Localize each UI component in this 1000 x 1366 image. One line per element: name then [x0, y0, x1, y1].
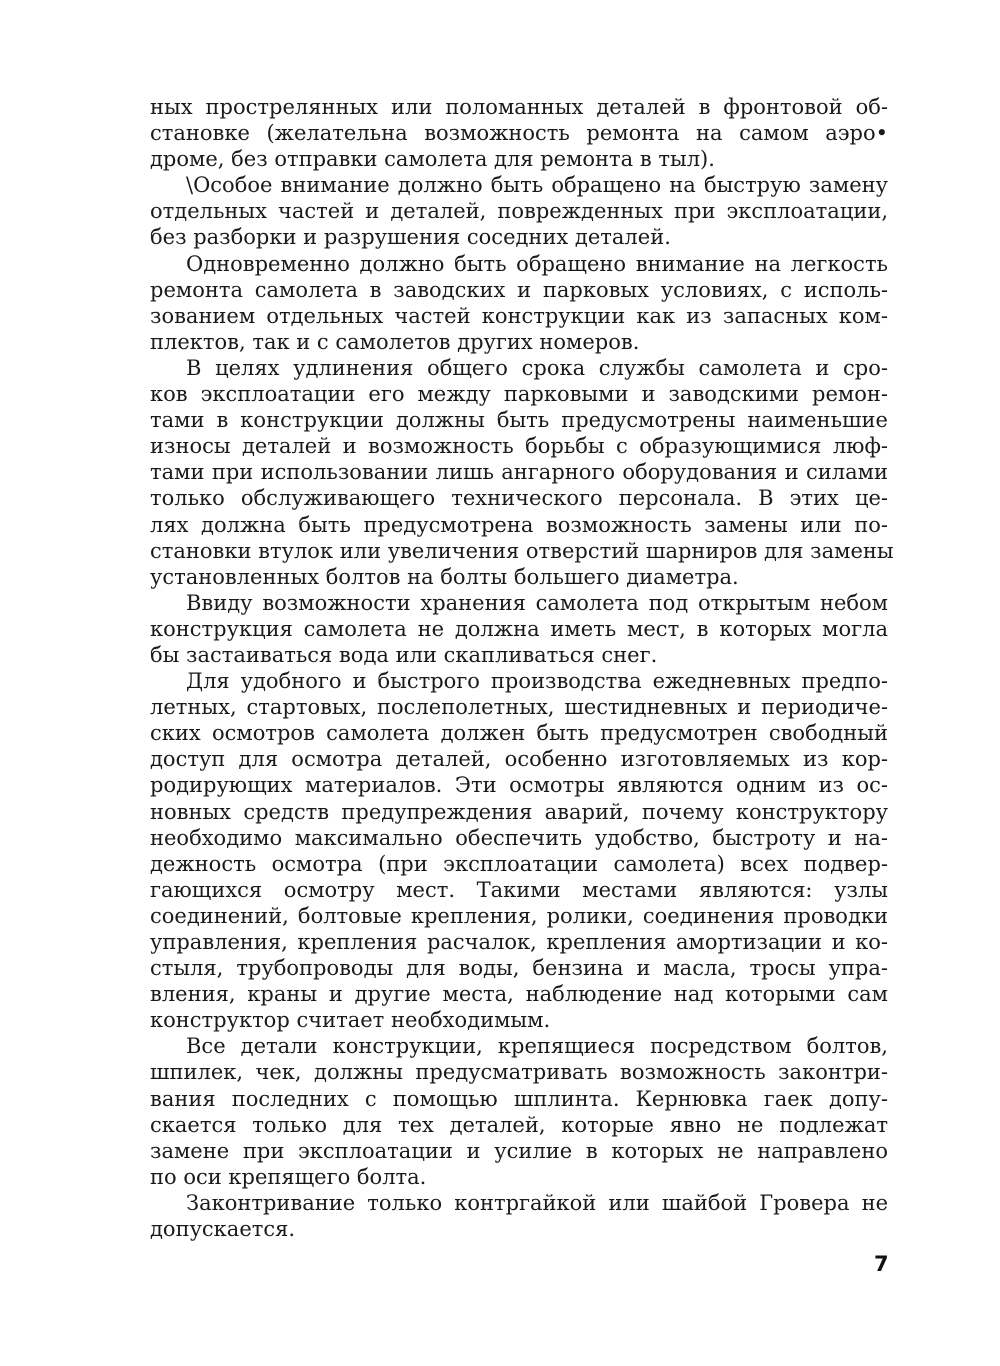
text-line: Ввиду возможности хранения самолета под открытым небом	[186, 590, 888, 615]
text-line: Одновременно должно быть обращено внимание на легкость	[186, 251, 888, 276]
text-line: летных, стартовых, послеполетных, шестидневных и периодиче-	[150, 695, 888, 720]
paragraph-6	[150, 668, 888, 1033]
paragraph-4	[150, 355, 894, 590]
paragraph-5	[150, 590, 888, 668]
text-line: соединений, болтовые крепления, ролики, соединения проводки	[150, 903, 888, 928]
text-line: вания последних с помощью шплинта. Кернювка гаек допу-	[150, 1086, 888, 1111]
text-line: шпилек, чек, должны предусматривать возможность законтри-	[150, 1060, 888, 1085]
text-line: новных средств предупреждения аварий, почему конструктору	[150, 799, 888, 824]
text-line: плектов, так и с самолетов других номеров.	[150, 329, 640, 354]
text-line: Для удобного и быстрого производства ежедневных предпо-	[186, 669, 888, 694]
text-line: конструкция самолета не должна иметь мест, в которых могла	[150, 616, 888, 641]
text-line: установленных болтов на болты большего диаметра.	[150, 564, 739, 589]
text-line: замене при эксплоатации и усилие в которых не направлено	[150, 1138, 888, 1163]
text-line: без разборки и разрушения соседних деталей.	[150, 225, 671, 250]
text-line: по оси крепящего болта.	[150, 1164, 427, 1189]
text-line: В целях удлинения общего срока службы самолета и сро-	[186, 355, 888, 380]
text-line: лях должна быть предусмотрена возможность замены или по-	[150, 512, 888, 537]
paragraph-7	[150, 1033, 888, 1190]
text-line: зованием отдельных частей конструкции как из запасных ком-	[150, 303, 888, 328]
text-line: \Особое внимание должно быть обращено на быструю замену	[186, 173, 888, 198]
paragraph-3	[150, 251, 888, 355]
text-line: бы застаиваться вода или скапливаться снег.	[150, 642, 658, 667]
body-text	[150, 94, 894, 1242]
paragraph-1	[150, 94, 888, 172]
text-line: необходимо максимально обеспечить удобство, быстроту и на-	[150, 825, 888, 850]
text-line: доступ для осмотра деталей, особенно изготовляемых из кор-	[150, 747, 888, 772]
text-line: отдельных частей и деталей, поврежденных при эксплоатации,	[150, 199, 888, 224]
text-line: тами при использовании лишь ангарного оборудования и силами	[150, 460, 888, 485]
text-line: Законтривание только контргайкой или шайбой Гровера не	[186, 1190, 888, 1215]
text-line: вления, краны и другие места, наблюдение над которыми сам	[150, 982, 888, 1007]
text-line: износы деталей и возможность борьбы с образующимися люф-	[150, 434, 888, 459]
text-line: ных прострелянных или поломанных деталей в фронтовой об-	[150, 95, 888, 119]
text-line: ремонта самолета в заводских и парковых условиях, с исполь-	[150, 277, 888, 302]
text-line: становке (желательна возможность ремонта на самом аэро•	[150, 121, 888, 146]
text-line: родирующих материалов. Эти осмотры являются одним из ос-	[150, 773, 888, 798]
text-line: только обслуживающего технического персонала. В этих це-	[150, 486, 888, 511]
paragraph-8	[150, 1190, 888, 1242]
text-line: гающихся осмотру мест. Такими местами являются: узлы	[150, 877, 888, 902]
text-line: тами в конструкции должны быть предусмотрены наименьшие	[150, 408, 888, 433]
text-line: стыля, трубопроводы для воды, бензина и масла, тросы упра-	[150, 956, 888, 981]
text-line: становки втулок или увеличения отверстий шарниров для замены	[150, 538, 894, 563]
page-number: 7	[874, 1252, 889, 1276]
text-line: дроме, без отправки самолета для ремонта в тыл).	[150, 147, 715, 172]
text-line: ских осмотров самолета должен быть предусмотрен свободный	[150, 721, 888, 746]
text-line: допускается.	[150, 1217, 296, 1242]
text-line: скается только для тех деталей, которые явно не подлежат	[150, 1112, 888, 1137]
text-line: управления, крепления расчалок, крепления амортизации и ко-	[150, 930, 888, 954]
paragraph-2	[150, 172, 888, 250]
text-line: конструктор считает необходимым.	[150, 1008, 551, 1033]
text-line: дежность осмотра (при эксплоатации самолета) всех подвер-	[150, 851, 888, 876]
text-line: Все детали конструкции, крепящиеся посредством болтов,	[186, 1034, 888, 1059]
text-line: ков эксплоатации его между парковыми и заводскими ремон-	[150, 382, 888, 407]
